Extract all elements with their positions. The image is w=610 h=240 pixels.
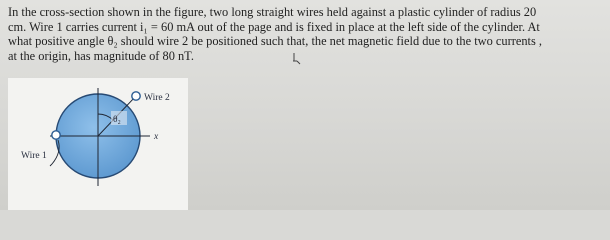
theta2-label: θ₂	[113, 115, 121, 125]
x-axis-label: x	[154, 132, 159, 142]
problem-statement: In the cross-section shown in the figure, two long straight wires held against a plastic cylinder of radius 20 cm. Wire 1 carries current i₁ = 60 mA out of the page and is fixed in place at the left side of the cylinder. At what positive angle θ₂ should wire 2 be positioned such that, the net magnetic field due to the two currents , at the origin, has magnitude of 80 nT.	[8, 5, 542, 63]
wire1-label: Wire 1	[21, 151, 47, 161]
wire1-marker	[52, 131, 60, 139]
cross-section-figure	[0, 78, 610, 210]
figure-svg	[0, 78, 610, 210]
wire2-marker	[132, 92, 140, 100]
wire2-label: Wire 2	[144, 93, 170, 103]
text-cursor-icon	[292, 53, 302, 65]
